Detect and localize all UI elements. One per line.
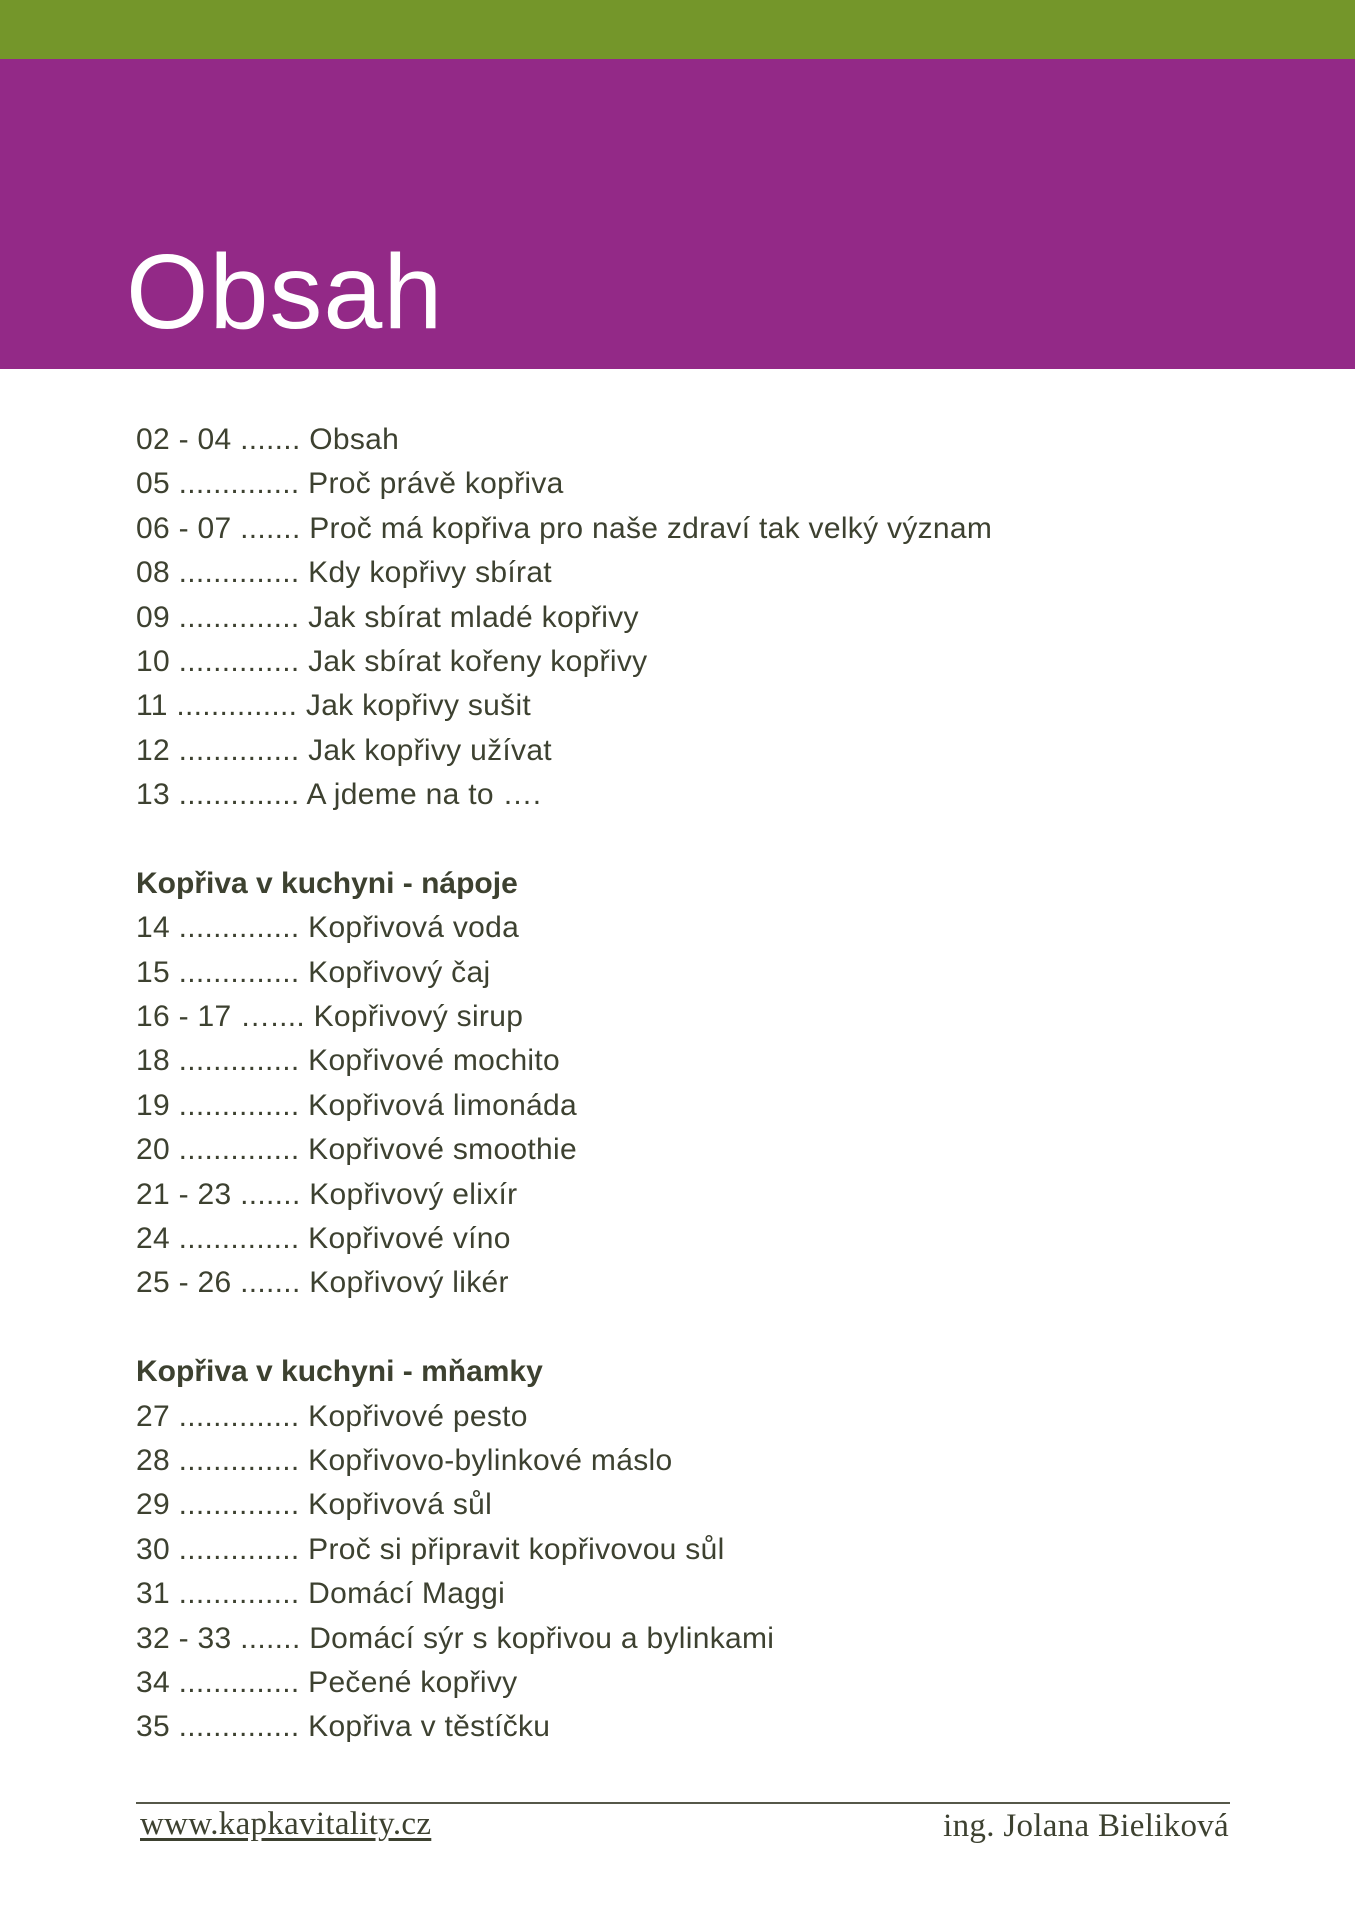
toc-item[interactable]: 25 - 26 ....... Kopřivový likér (136, 1266, 509, 1300)
toc-item[interactable]: 11 .............. Jak kopřivy sušit (136, 689, 532, 723)
toc-item[interactable]: 29 .............. Kopřivová sůl (136, 1488, 493, 1522)
toc-item[interactable]: 30 .............. Proč si připravit kopřivovou sůl (136, 1532, 725, 1566)
page-header (0, 59, 1355, 369)
toc-item[interactable]: 24 .............. Kopřivové víno (136, 1222, 511, 1256)
toc-item[interactable]: 06 - 07 ....... Proč má kopřiva pro naše zdraví tak velký význam (136, 511, 993, 545)
toc-item[interactable]: 10 .............. Jak sbírat kořeny kopřivy (136, 644, 648, 678)
website-link[interactable]: www.kapkavitality.cz (140, 1806, 432, 1842)
section-spacer (136, 1306, 1236, 1350)
toc-item[interactable]: 08 .............. Kdy kopřivy sbírat (136, 556, 552, 590)
toc-item[interactable]: 28 .............. Kopřivovo-bylinkové máslo (136, 1443, 673, 1477)
top-color-band (0, 0, 1355, 59)
toc-item[interactable]: 20 .............. Kopřivové smoothie (136, 1133, 577, 1167)
toc-item[interactable]: 05 .............. Proč právě kopřiva (136, 467, 564, 501)
section-spacer (136, 818, 1236, 862)
table-of-contents (136, 418, 1236, 1750)
toc-item[interactable]: 31 .............. Domácí Maggi (136, 1577, 506, 1611)
footer-divider (136, 1802, 1230, 1804)
section-heading: Kopřiva v kuchyni - mňamky (136, 1355, 543, 1389)
author-name: ing. Jolana Bieliková (943, 1808, 1229, 1844)
toc-item[interactable]: 32 - 33 ....... Domácí sýr s kopřivou a bylinkami (136, 1621, 775, 1655)
section-heading: Kopřiva v kuchyni - nápoje (136, 866, 518, 900)
toc-item[interactable]: 15 .............. Kopřivový čaj (136, 955, 491, 989)
toc-item[interactable]: 35 .............. Kopřiva v těstíčku (136, 1710, 551, 1744)
toc-item[interactable]: 19 .............. Kopřivová limonáda (136, 1088, 578, 1122)
toc-section-drinks (136, 862, 1236, 1306)
toc-item[interactable]: 21 - 23 ....... Kopřivový elixír (136, 1177, 518, 1211)
page-title: Obsah (126, 233, 444, 351)
toc-item[interactable]: 16 - 17 ….... Kopřivový sirup (136, 1000, 524, 1034)
toc-item[interactable]: 27 .............. Kopřivové pesto (136, 1399, 528, 1433)
toc-item[interactable]: 12 .............. Jak kopřivy užívat (136, 733, 552, 767)
toc-item[interactable]: 13 .............. A jdeme na to …. (136, 778, 542, 812)
toc-item[interactable]: 14 .............. Kopřivová voda (136, 911, 520, 945)
toc-section-snacks (136, 1350, 1236, 1750)
toc-item[interactable]: 34 .............. Pečené kopřivy (136, 1665, 518, 1699)
toc-item[interactable]: 18 .............. Kopřivové mochito (136, 1044, 561, 1078)
toc-item[interactable]: 09 .............. Jak sbírat mladé kopřivy (136, 600, 639, 634)
toc-intro-list (136, 418, 1236, 818)
toc-item[interactable]: 02 - 04 ....... Obsah (136, 423, 400, 456)
